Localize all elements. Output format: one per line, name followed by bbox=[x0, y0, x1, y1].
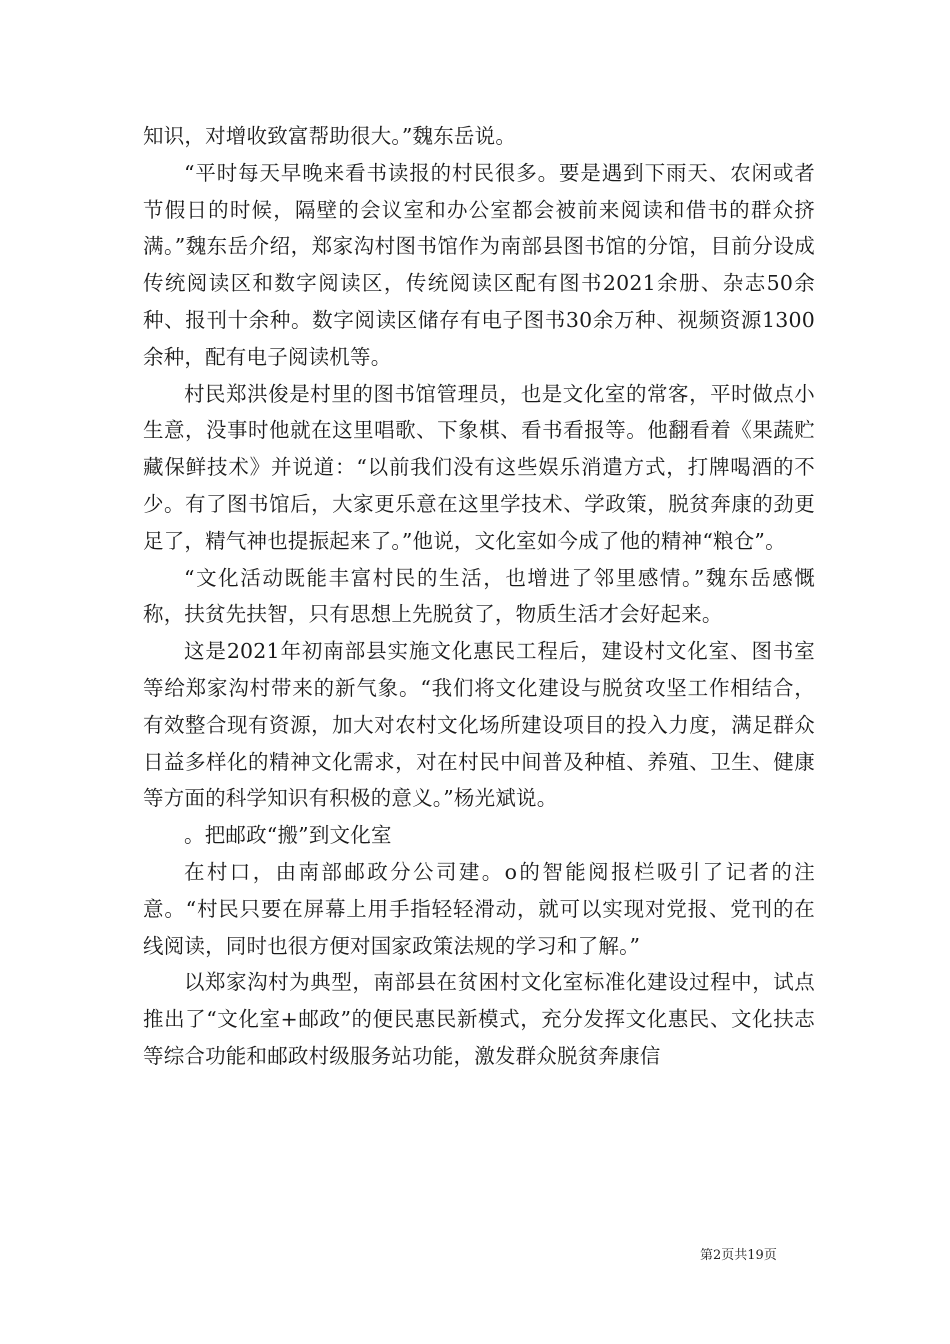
section-heading: 。把邮政“搬”到文化室 bbox=[184, 823, 392, 848]
paragraph: 以郑家沟村为典型，南部县在贫困村文化室标准化建设过程中，试点推出了“文化室+邮政”的便民惠民新模式，充分发挥文化惠民、文化扶志等综合功能和邮政村级服务站功能，激发群众脱贫奔康信 bbox=[143, 970, 815, 1068]
paragraph: “文化活动既能丰富村民的生活，也增进了邻里感情。”魏东岳感慨称，扶贫先扶智，只有思想上先脱贫了，物质生活才会好起来。 bbox=[143, 565, 815, 627]
paragraph: 在村口，由南部邮政分公司建。o的智能阅报栏吸引了记者的注意。“村民只要在屏幕上用手指轻轻滑动，就可以实现对党报、党刊的在线阅读，同时也很方便对国家政策法规的学习和了解。” bbox=[143, 859, 815, 958]
paragraph: “平时每天早晚来看书读报的村民很多。要是遇到下雨天、农闲或者节假日的时候，隔壁的会议室和办公室都会被前来阅读和借书的群众挤满。”魏东岳介绍，郑家沟村图书馆作为南部县图书馆的分馆，目前分设成传统阅读区和数字阅读区，传统阅读区配有图书2021余册、杂志50余种、报刊十余种。数字阅读区储存有电子图书30余万种、视频资源1300余种，配有电子阅读机等。 bbox=[143, 160, 815, 369]
paragraph: 知识，对增收致富帮助很大。”魏东岳说。 bbox=[143, 124, 517, 148]
paragraph: 村民郑洪俊是村里的图书馆管理员，也是文化室的常客，平时做点小生意，没事时他就在这里唱歌、下象棋、看书看报等。他翻看着《果蔬贮藏保鲜技术》并说道：“以前我们没有这些娱乐消遣方式，打牌喝酒的不少。有了图书馆后，大家更乐意在这里学技术、学政策，脱贫奔康的劲更足了，精气神也提振起来了。”他说，文化室如今成了他的精神“粮仓”。 bbox=[143, 381, 815, 553]
paragraph: 这是2021年初南部县实施文化惠民工程后，建设村文化室、图书室等给郑家沟村带来的新气象。“我们将文化建设与脱贫攻坚工作相结合，有效整合现有资源，加大对农村文化场所建设项目的投入力度，满足群众日益多样化的精神文化需求，对在村民中间普及种植、养殖、卫生、健康等方面的科学知识有积极的意义。”杨光斌说。 bbox=[143, 639, 815, 811]
page-number-footer: 第2页共19页 bbox=[700, 1248, 777, 1263]
document-body bbox=[143, 118, 815, 1075]
